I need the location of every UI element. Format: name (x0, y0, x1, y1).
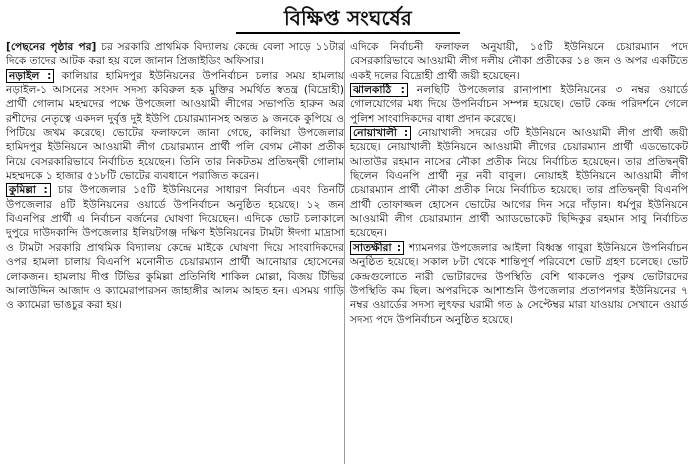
continuation-marker: [পেছনের পৃষ্ঠার পর] (6, 41, 97, 53)
paragraph-results (350, 40, 688, 83)
dateline-noakhali: নোয়াখালী : (350, 126, 411, 140)
paragraph-continuation (6, 40, 344, 69)
dateline-satkhira: সাতক্ষীরা : (350, 241, 404, 255)
paragraph-text: শ্যামনগর উপজেলার আইলা বিধ্বস্ত গাবুরা ইউনিয়নে উপনির্বাচন অনুষ্ঠিত হয়েছে। সকাল ৮টা থেকে শান্তিপূর্ণ পরিবেশে ভোট গ্রহণ চলেছে। ভোট কেন্দ্রগুলোতে নারী ভোটারদের উপস্থিতি বেশি থাকলেও পুরুষ ভোটারদের উপস্থিতি কম ছিল। অপরদিকে আশাশুনি উপজেলার প্রতাপনগর ইউনিয়নের ৭ নম্বর ওয়ার্ডের সদস্য লুৎফর ঘরামী গত ৯ সেপ্টেম্বর মারা যাওয়ায় সেখানে ওয়ার্ড সদস্য পদে উপনির্বাচন অনুষ্ঠিত হয়েছে। (350, 241, 688, 326)
dateline-cumilla: কুমিল্লা : (6, 183, 51, 197)
paragraph-text: নলছিটি উপজেলার রানাপাশা ইউনিয়নের ৩ নম্বর ওয়ার্ডে গোলযোগের মধ্য দিয়ে উপনির্বাচন সম্পন্ন হয়েছে। ভোট কেন্দ্র পরিদর্শনে গেলে পুলিশ সাংবাদিকদের বাধা প্রদান করেছে। (350, 84, 688, 125)
dateline-narail: নড়াইল : (6, 69, 54, 83)
article-headline: বিক্ষিপ্ত সংঘর্ষের (283, 6, 413, 30)
paragraph-text: চর সরকারি প্রাথমিক বিদ্যালয় কেন্দ্রে বেলা সাড়ে ১১টার দিকে তাদের আটক করা হয় বলে জানান প্রিজাইডিং অফিসার। (6, 41, 344, 68)
column-divider (344, 40, 345, 464)
paragraph-satkhira (350, 241, 688, 327)
dateline-jhalokathi: ঝালকাঠি : (350, 83, 408, 97)
left-column (6, 40, 344, 464)
paragraph-text: চার উপজেলার ১৫টি ইউনিয়নের সাধারণ নির্বাচন এবং তিনটি উপজেলার ৪টি ইউনিয়নের ওয়ার্ডে উপনির্বাচন অনুষ্ঠিত হয়েছে। ১২ জন বিএনপির প্রার্থী এ নির্বাচন বর্জনের ঘোষণা দিয়েছেন। এদিকে ভোট চলাকালে দুপুরে দাউদকান্দি উপজেলার ইলিয়টগঞ্জ দক্ষিণ ইউনিয়নের টামটা ঈদগা মাদ্রাসা ও টামটা সরকারি প্রাথমিক বিদ্যালয় কেন্দ্রে মাইকে ঘোষণা দিয়ে সাংবাদিকদের ওপর হামলা চালায় বিএনপি মনোনীত চেয়ারম্যান প্রার্থী আনোয়ার হোসেনের লোকজন। হামলায় দীপ্ত টিভির কুমিল্লা প্রতিনিধি শাকিল মোল্লা, বিজয় টিভির আলাউদ্দিন আজাদ ও ক্যামেরাপারসন জাহাঙ্গীর আলম আহত হন। এসময় গাড়ি ও ক্যামেরা ভাঙচুর করা হয়। (6, 184, 344, 312)
paragraph-text: নোয়াখালী সদরের ৩টি ইউনিয়নে আওয়ামী লীগ প্রার্থী জয়ী হয়েছে। নোয়াখালী ইউনিয়নে আওয়ামী লীগের চেয়ারম্যান প্রার্থী এডভোকেট আতাউর রহমান নাসের নৌকা প্রতীক নিয়ে নির্বাচিত হয়েছেন। তার প্রতিদ্বন্দ্বী ছিলেন বিএনপি প্রার্থী নূর নবী বাবুল। নোয়াহই ইউনিয়নে আওয়ামী লীগ চেয়ারম্যান প্রার্থী নৌকা প্রতীক নিয়ে নির্বাচিত হয়েছে। তার প্রতিদ্বন্দ্বী বিএনপি প্রার্থী তোফাজ্জল হোসেন ভোটের আগের দিন সরে দাঁড়ান। ধর্মপুর ইউনিয়নে আওয়ামী লীগ চেয়ারম্যান প্রার্থী অ্যাডভোকেট ছিদ্দিকুর রহমান সাবু নির্বাচিত হয়েছেন। (350, 127, 688, 240)
paragraph-cumilla (6, 183, 344, 312)
paragraph-narail (6, 69, 344, 184)
right-column (350, 40, 688, 464)
paragraph-noakhali (350, 126, 688, 241)
paragraph-jhalokathi (350, 83, 688, 126)
paragraph-text: এদিকে নির্বাচনী ফলাফল অনুযায়ী, ১৫টি ইউনিয়নে চেয়ারম্যান পদে বেসরকারিভাবে আওয়ামী লীগ দলীয় নৌকা প্রতীকের ১৪ জন ও অপর একটিতে একই দলের বিদ্রোহী প্রার্থী জয়ী হয়েছেন। (350, 41, 688, 82)
paragraph-text: কালিয়ার হামিদপুর ইউনিয়নের উপনির্বাচন চলার সময় হামলায় নড়াইল-১ আসনের সংসদ সদস্য কবিরুল হক মুক্তির সমর্থিত স্বতন্ত্র (বিদ্রোহী) প্রার্থী গোলাম মহম্মদের পক্ষে উপজেলা আওয়ামী লীগের সভাপতি হারুন অর রশীদের নেতৃত্বে একদল দুর্বৃত্ত দুই ইউপি চেয়ারম্যানসহ অন্তত ৯ জনকে কুপিয়ে ও পিটিয়ে জখম করেছে। ভোটের ফলাফলে জানা গেছে, কালিয়া উপজেলার হামিদপুর ইউনিয়নে আওয়ামী লীগ চেয়ারম্যান প্রার্থী পলি বেগম নৌকা প্রতীক নিয়ে বেসরকারিভাবে নির্বাচিত হয়েছেন। তিনি তার নিকটতম প্রতিদ্বন্দ্বী গোলাম মহম্মদকে ১ হাজার ৫১৮টি ভোটের ব্যবধানে পরাজিত করেন। (6, 69, 344, 183)
headline-underline (236, 32, 460, 34)
